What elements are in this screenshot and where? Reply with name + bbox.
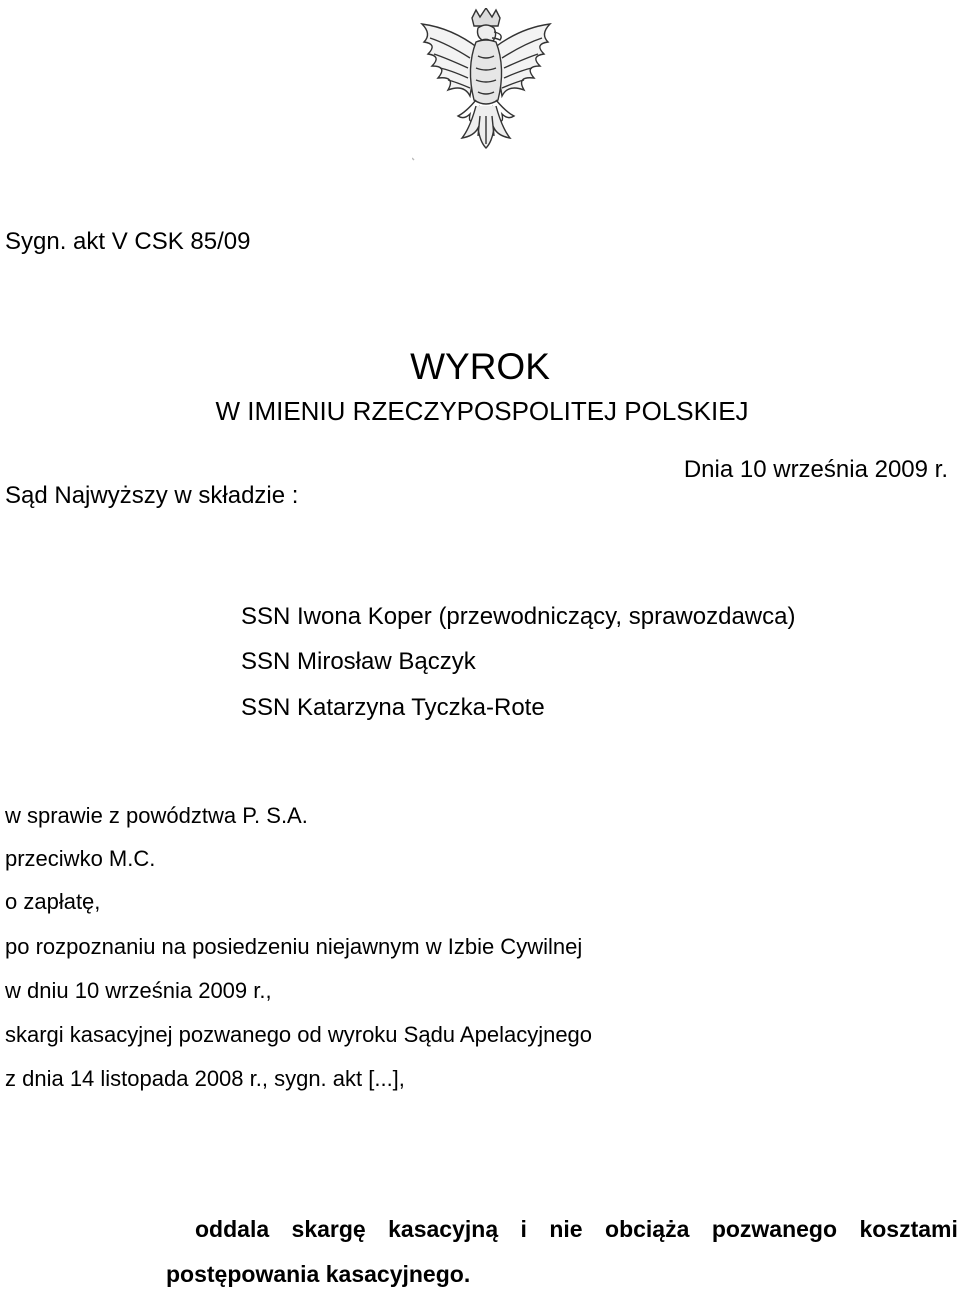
case-line: przeciwko M.C. [5, 846, 156, 871]
ruling-word: kosztami [859, 1216, 958, 1242]
document-title: WYROK [410, 346, 550, 387]
judge-line: SSN Iwona Koper (przewodniczący, sprawozdawca) [241, 603, 796, 630]
case-line: w dniu 10 września 2009 r., [5, 978, 272, 1003]
ruling-word: kasacyjną [388, 1216, 499, 1242]
ruling-word: nie [549, 1216, 583, 1242]
ruling-word: skargę [291, 1216, 366, 1242]
case-line: skargi kasacyjnej pozwanego od wyroku Sądu Apelacyjnego [5, 1022, 593, 1047]
court-composition: Sąd Najwyższy w składzie : [5, 482, 299, 509]
judgment-date: Dnia 10 września 2009 r. [683, 456, 948, 483]
case-line: z dnia 14 listopada 2008 r., sygn. akt [...], [5, 1066, 405, 1091]
case-line: w sprawie z powództwa P. S.A. [5, 803, 308, 828]
document-subtitle: W IMIENIU RZECZYPOSPOLITEJ POLSKIEJ [215, 396, 749, 426]
case-line: o zapłatę, [5, 889, 101, 914]
ruling-line-1 [195, 1216, 958, 1243]
ruling-word: oddala [195, 1216, 270, 1242]
case-line: po rozpoznaniu na posiedzeniu niejawnym w Izbie Cywilnej [5, 934, 583, 959]
judge-line: SSN Katarzyna Tyczka-Rote [241, 694, 545, 721]
polish-eagle-emblem [412, 8, 560, 163]
ruling-word: obciąża [605, 1216, 690, 1242]
ruling-word: pozwanego [711, 1216, 838, 1242]
judge-line: SSN Mirosław Bączyk [241, 648, 476, 675]
ruling-word: i [520, 1216, 527, 1242]
ruling-line-2: postępowania kasacyjnego. [166, 1261, 471, 1287]
case-number: Sygn. akt V CSK 85/09 [5, 228, 251, 255]
